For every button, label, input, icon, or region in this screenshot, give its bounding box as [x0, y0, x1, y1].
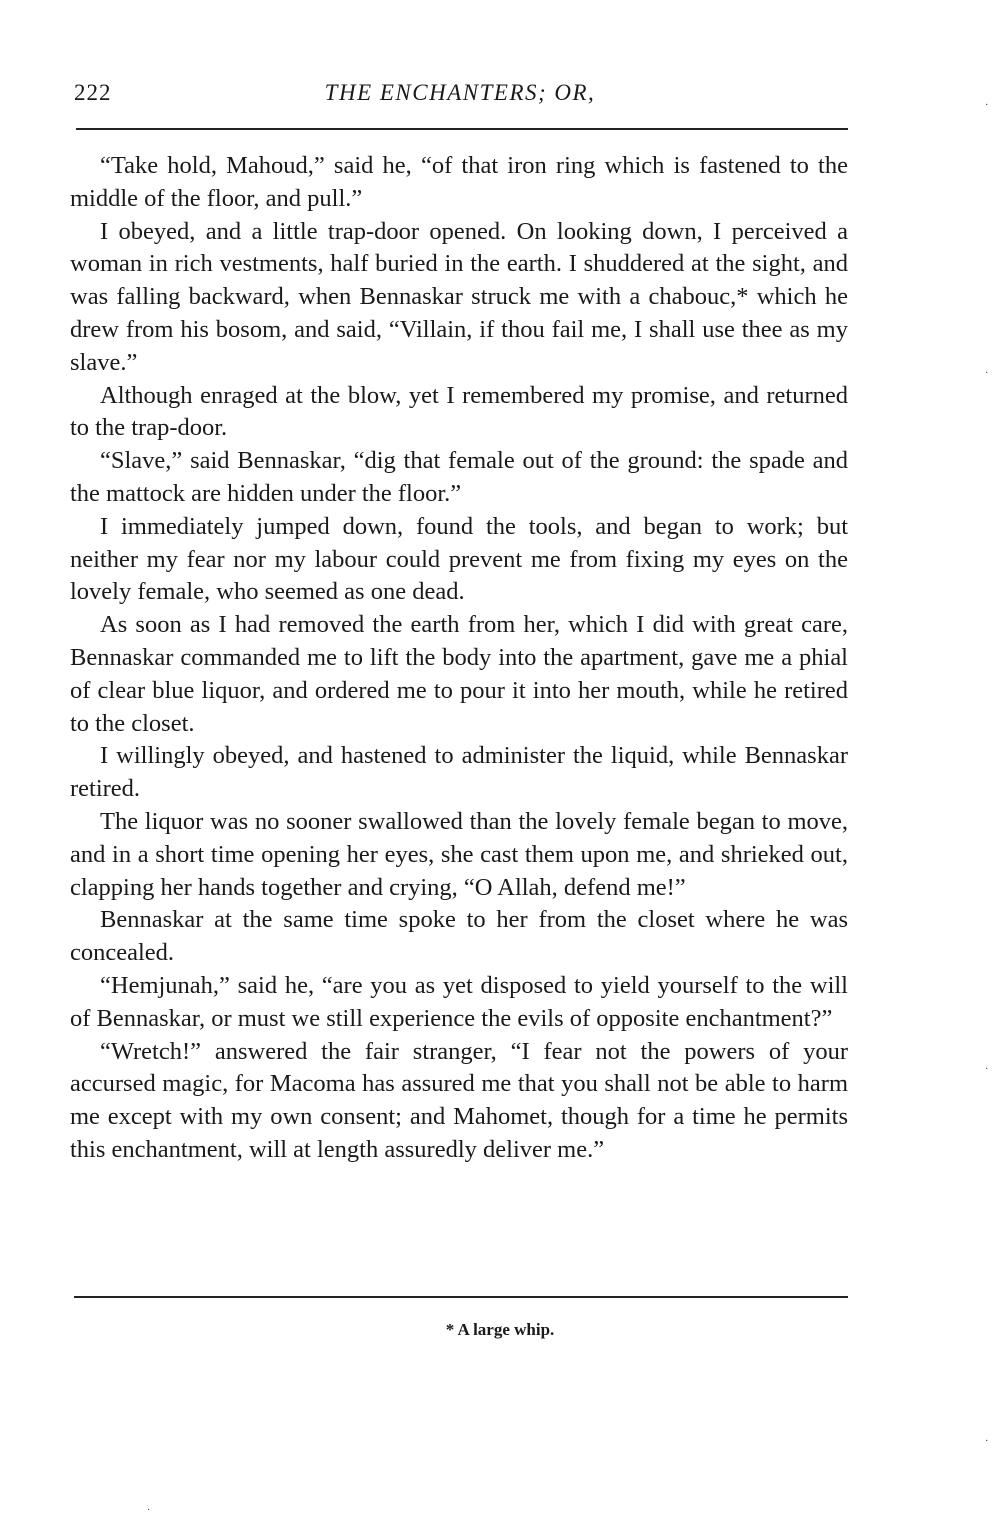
body-text [70, 150, 848, 1167]
paragraph: Bennaskar at the same time spoke to her from the closet where he was concealed. [70, 906, 848, 967]
scan-speck: · [985, 368, 989, 379]
footnote: * A large whip. [445, 1320, 555, 1339]
paragraph: “Wretch!” answered the fair stranger, “I fear not the powers of your accursed magic, for Macoma has assured me that you shall not be able to harm me except with my own consent; and Mahomet, though for a time he permits this enchantment, will at length assuredly deliver me.” [70, 1037, 848, 1163]
page-header [72, 78, 848, 114]
page-number: 222 [74, 80, 112, 105]
footnote-rule [74, 1296, 848, 1298]
paragraph: “Slave,” said Bennaskar, “dig that female out of the ground: the spade and the mattock are hidden under the floor.” [70, 447, 848, 507]
paragraph: Although enraged at the blow, yet I remembered my promise, and returned to the trap-door. [70, 381, 848, 442]
paragraph: I immediately jumped down, found the tools, and began to work; but neither my fear nor my labour could prevent me from fixing my eyes on the lovely female, who seemed as one dead. [70, 512, 848, 606]
running-head: THE ENCHANTERS; OR, [324, 80, 596, 105]
paragraph: “Take hold, Mahoud,” said he, “of that iron ring which is fastened to the middle of the floor, and pull.” [70, 152, 848, 212]
paragraph: I obeyed, and a little trap-door opened. On looking down, I perceived a woman in rich vestments, half buried in the earth. I shuddered at the sight, and was falling backward, when Bennaskar struck me with a chabouc,* which he drew from his bosom, and said, “Villain, if thou fail me, I shall use thee as my slave.” [70, 217, 848, 376]
paragraph: I willingly obeyed, and hastened to administer the liquid, while Bennaskar retired. [70, 742, 848, 803]
paragraph: The liquor was no sooner swallowed than the lovely female began to move, and in a short time opening her eyes, she cast them upon me, and shrieked out, clapping her hands together and crying, “O Allah, defend me!” [70, 807, 848, 901]
scan-speck: · [147, 1505, 151, 1516]
scan-speck: · [985, 100, 989, 111]
paragraph: As soon as I had removed the earth from her, which I did with great care, Bennaskar commanded me to lift the body into the apartment, gave me a phial of clear blue liquor, and ordered me to pour it into her mouth, while he retired to the closet. [70, 611, 848, 737]
header-rule [76, 128, 848, 130]
scan-speck: · [985, 1064, 989, 1075]
scan-speck: · [985, 1436, 989, 1447]
paragraph: “Hemjunah,” said he, “are you as yet disposed to yield yourself to the will of Bennaskar, or must we still experience the evils of opposite enchantment?” [70, 971, 848, 1032]
